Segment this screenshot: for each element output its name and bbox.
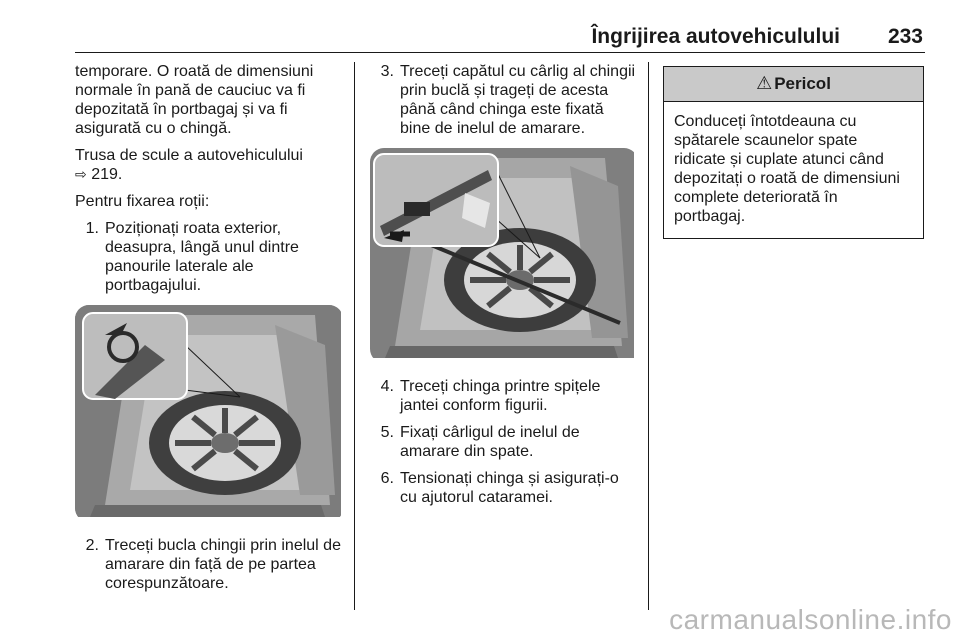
step-number: 1. <box>85 220 99 237</box>
column-divider <box>648 62 649 610</box>
step-text: Poziționați roata exterior, deasupra, lângă unul dintre panourile laterale ale portbagajului. <box>105 220 299 294</box>
step-4 <box>370 377 638 415</box>
danger-title: Pericol <box>774 74 831 93</box>
figure-strap-loop <box>75 305 343 522</box>
danger-warning-box <box>663 66 924 239</box>
paragraph-reference <box>75 146 343 184</box>
column-2 <box>370 62 638 515</box>
step-number: 2. <box>85 537 99 554</box>
step-number: 3. <box>380 63 394 80</box>
paragraph: temporare. O roată de dimensiuni normale în pană de cauciuc va fi depozitată în portbagaj și va fi asigurată cu o chingă. <box>75 63 314 137</box>
trunk-illustration-1 <box>75 305 341 517</box>
warning-triangle-icon: ⚠ <box>756 73 773 93</box>
step-text: Fixați cârligul de inelul de amarare din spate. <box>400 424 580 460</box>
step-text: Tensionați chinga și asigurați-o cu ajutorul cataramei. <box>400 470 619 506</box>
reference-page-link[interactable]: 219. <box>91 166 123 183</box>
trunk-illustration-2 <box>370 148 634 358</box>
step-number: 4. <box>380 378 394 395</box>
reference-text: Trusa de scule a autovehiculului <box>75 147 303 164</box>
danger-header <box>664 67 923 102</box>
column-1 <box>75 62 343 601</box>
step-6 <box>370 469 638 507</box>
step-2 <box>75 536 343 593</box>
danger-text: Conduceți întotdeauna cu spătarele scaunelor spate ridicate și cuplate atunci când depozitați o roată de dimensiuni complete deteriorată în portbagaj. <box>674 113 900 225</box>
step-3 <box>370 62 638 138</box>
step-number: 5. <box>380 424 394 441</box>
watermark: carmanualsonline.info <box>669 604 952 635</box>
paragraph: Pentru fixarea roții: <box>75 193 210 210</box>
chapter-title: Îngrijirea autovehiculului <box>591 25 840 48</box>
arrow-reference-icon: ⇨ <box>75 166 87 182</box>
step-5 <box>370 423 638 461</box>
step-text: Treceți bucla chingii prin inelul de amarare din față de pe partea corespunzătoare. <box>105 537 341 592</box>
page-number: 233 <box>887 25 923 48</box>
step-number: 6. <box>380 470 394 487</box>
page-header <box>75 22 925 53</box>
step-text: Treceți chinga printre spițele jantei conform figurii. <box>400 378 601 414</box>
step-1 <box>75 219 343 295</box>
figure-hook-tension <box>370 148 638 363</box>
column-divider <box>354 62 355 610</box>
step-text: Treceți capătul cu cârlig al chingii prin buclă și trageți de acesta până când chinga este fixată bine de inelul de amarare. <box>400 63 636 137</box>
